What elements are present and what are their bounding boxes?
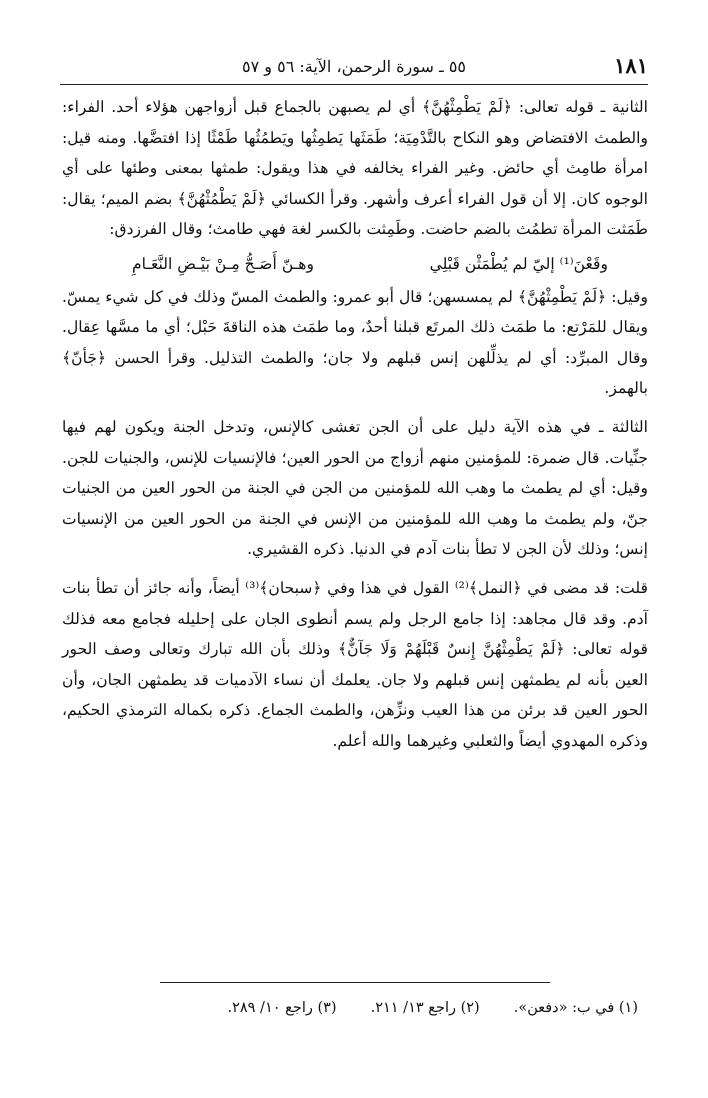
- poetry-verse: [62, 249, 648, 280]
- page-header: [60, 50, 648, 85]
- page-number: ١٨١: [614, 53, 648, 78]
- footnote-2: (٢) راجع ١٣/ ٢١١.: [370, 1000, 480, 1016]
- footnote-3: (٣) راجع ١٠/ ٢٨٩.: [227, 1000, 337, 1016]
- paragraph-second-issue: الثانية ـ قوله تعالى: ﴿لَمْ يَطْمِثْهُنَّ﴾ أي لم يصبهن بالجماع قبل أزواجهن هؤلاء أحد. الفراء: والطمث الافتضاض وهو النكاح بالتَّدْمِيَة؛ طَمَثَها يَطمِثُها ويَطمُثُها طَمْثًا إذا افتضَّها. ومنه قيل: امرأة طامِث أي حائض. وغير الفراء يخالفه في هذا ويقول: طمثها بمعنى وطئها على أي الوجوه كان. إلا أن قول الفراء أعرف وأشهر. وقرأ الكسائي ﴿لَمْ يَطْمُثْهُنَّ﴾ بضم الميم؛ يقال: طَمَثت المرأة تطمُث بالضم حاضت. وطَمِثت بالكسر لغة فهي طامث؛ وقال الفرزدق:: [62, 98, 648, 239]
- footnotes: [150, 1000, 638, 1016]
- running-title: ٥٥ ـ سورة الرحمن، الآية: ٥٦ و ٥٧: [242, 57, 466, 76]
- footnote-1: (١) في ب: «دفعن».: [513, 1000, 638, 1016]
- paragraph-third-issue: الثالثة ـ في هذه الآية دليل على أن الجن تغشى كالإنس، وتدخل الجنة ويكون لهم فيها جنِّيات. قال ضمرة: للمؤمنين منهم أزواج من الحور العين؛ فالإنسيات للإنس، والجنيات للجن. وقيل: أي لم يطمث ما وهب الله للمؤمنين من الجن في الجنة من الحور العين من الجنيات جنّ، ولم يطمث ما وهب الله للمؤمنين من الإنس في الجنة من الحور العين من الإنسيات إنس؛ وذلك لأن الجن لا تطأ بنات آدم في الدنيا. ذكره القشيري.: [62, 417, 648, 559]
- verse-second-hemistich: وهـنّ أَصَـحُّ مِـنْ بَيْـضِ النَّعَـامِ: [132, 254, 315, 273]
- footnote-divider: [160, 982, 550, 983]
- paragraph-author-note: قلت: قد مضى في ﴿النمل﴾⁽²⁾ القول في هذا وفي ﴿سبحان﴾⁽³⁾ أيضاً، وأنه جائز أن تطأ بنات آدم. وقد قال مجاهد: إذا جامع الرجل ولم يسم أنطوى الجان على إحليله فجامع معه فذلك قوله تعالى: ﴿لَمْ يَطْمِثْهُنَّ إِنسٌ قَبْلَهُمْ وَلَا جَآنٌّ﴾ وذلك بأن الله تبارك وتعالى وصف الحور العين بأنه لم يطمثهن إنس قبلهم ولا جان. يعلمك أن نساء الآدميات قد يطمثهن الجان، وأن الحور العين قد برئن من هذا العيب ونزِّهن، والطمث الجماع. ذكره بكماله الترمذي الحكيم، وذكره المهدوي أيضاً والثعلبي وغيرهما والله أعلم.: [62, 578, 648, 750]
- verse-first-hemistich: وقَعْنَ⁽¹⁾ إليّ لم يُطْمَثْن قَبْلِي: [429, 254, 608, 273]
- body-text: [62, 92, 648, 756]
- paragraph-touch-meaning: وقيل: ﴿لَمْ يَطْمِثْهُنَّ﴾ لم يمسسهن؛ قال أبو عمرو: والطمث المسّ وذلك في كل شيء يمسّ. ويقال للمَرْتع: ما طمَث ذلك المرتَع قبلنا أحدٌ، وما طمَث هذه الناقةَ حَبْل؛ أي ما مسَّها عِقال. وقال المبرِّد: أي لم يذلِّلهن إنس قبلهم ولا جان؛ والطمث التذليل. وقرأ الحسن ﴿جَأنّ﴾ بالهمز.: [62, 287, 648, 398]
